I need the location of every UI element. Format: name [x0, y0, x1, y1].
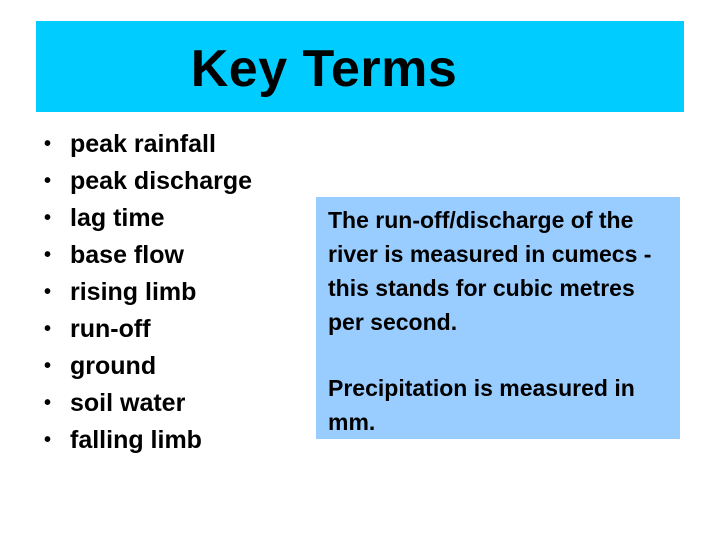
bullet-icon: • — [44, 392, 52, 414]
precipitation-note: Precipitation is measured in mm. — [328, 375, 635, 435]
bullet-icon: • — [44, 133, 52, 155]
bullet-icon: • — [44, 355, 52, 377]
bullet-icon: • — [44, 429, 52, 451]
term-label: falling limb — [70, 426, 202, 454]
term-item — [44, 422, 252, 459]
term-item — [44, 274, 252, 311]
term-label: rising limb — [70, 278, 197, 306]
bullet-icon: • — [44, 281, 52, 303]
term-label: lag time — [70, 204, 165, 232]
bullet-icon: • — [44, 170, 52, 192]
slide-title: Key Terms — [190, 39, 458, 98]
discharge-note: The run-off/discharge of the river is measured in cumecs - this stands for cubic metres per second. — [328, 207, 652, 335]
bullet-icon: • — [44, 318, 52, 340]
info-box — [316, 197, 680, 439]
bullet-icon: • — [44, 244, 52, 266]
term-label: run-off — [70, 315, 151, 343]
term-item — [44, 348, 252, 385]
term-item — [44, 311, 252, 348]
title-bar — [36, 21, 684, 112]
term-item — [44, 163, 252, 200]
term-item — [44, 385, 252, 422]
term-item — [44, 237, 252, 274]
term-label: peak rainfall — [70, 130, 216, 158]
term-label: ground — [70, 352, 157, 380]
bullet-icon: • — [44, 207, 52, 229]
term-item — [44, 200, 252, 237]
term-label: soil water — [70, 389, 186, 417]
term-label: base flow — [70, 241, 184, 269]
term-label: peak discharge — [70, 167, 253, 195]
term-item — [44, 126, 252, 163]
key-terms-list — [44, 126, 252, 459]
